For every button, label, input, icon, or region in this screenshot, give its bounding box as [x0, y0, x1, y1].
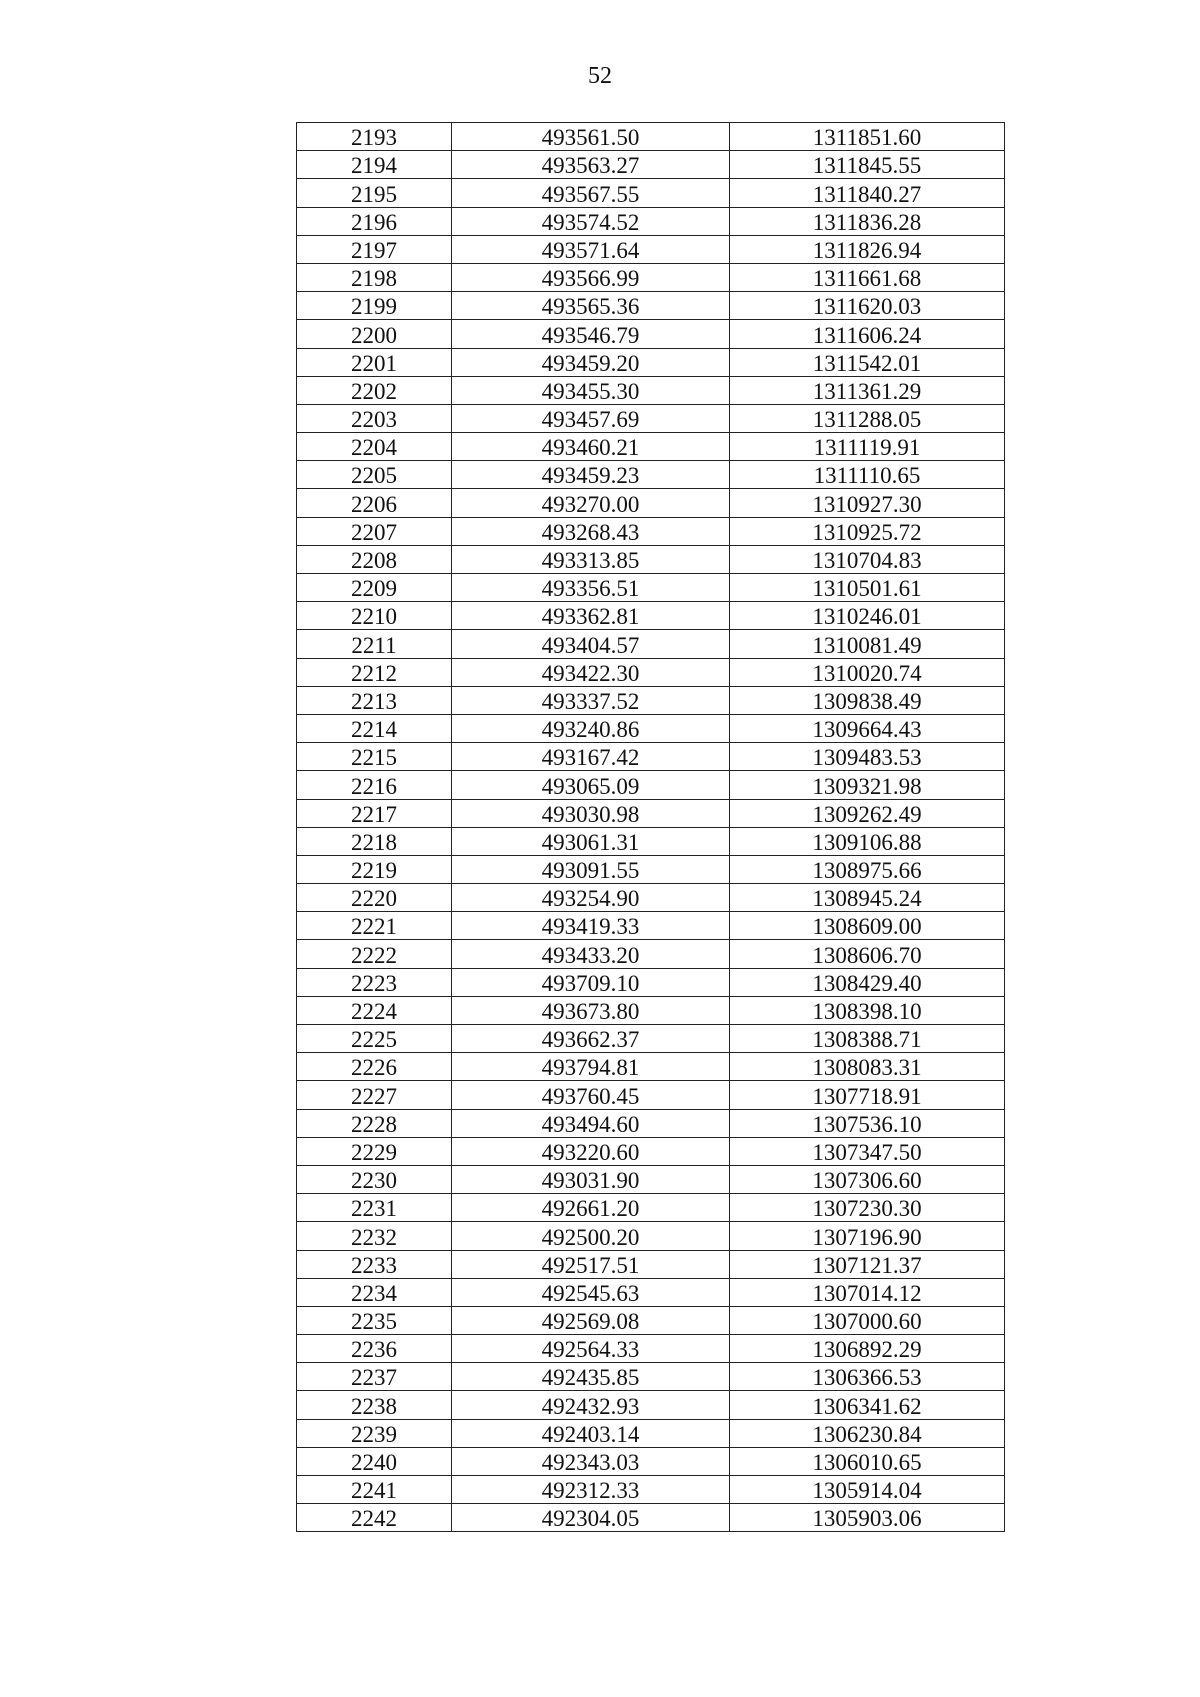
point-number-cell: 2233	[297, 1250, 452, 1278]
table-row	[297, 1476, 1005, 1504]
table-row	[297, 658, 1005, 686]
table-row	[297, 1081, 1005, 1109]
point-number-cell: 2197	[297, 235, 452, 263]
y-coordinate-cell: 1311606.24	[730, 320, 1005, 348]
x-coordinate-cell: 492500.20	[452, 1222, 730, 1250]
table-row	[297, 1222, 1005, 1250]
y-coordinate-cell: 1308398.10	[730, 996, 1005, 1024]
x-coordinate-cell: 493419.33	[452, 912, 730, 940]
y-coordinate-cell: 1309106.88	[730, 827, 1005, 855]
x-coordinate-cell: 493565.36	[452, 292, 730, 320]
point-number-cell: 2200	[297, 320, 452, 348]
point-number-cell: 2236	[297, 1335, 452, 1363]
table-row	[297, 123, 1005, 151]
point-number-cell: 2241	[297, 1476, 452, 1504]
table-row	[297, 884, 1005, 912]
x-coordinate-cell: 492564.33	[452, 1335, 730, 1363]
point-number-cell: 2220	[297, 884, 452, 912]
table-row	[297, 1165, 1005, 1193]
y-coordinate-cell: 1309321.98	[730, 771, 1005, 799]
point-number-cell: 2199	[297, 292, 452, 320]
point-number-cell: 2204	[297, 433, 452, 461]
y-coordinate-cell: 1306366.53	[730, 1363, 1005, 1391]
table-row	[297, 1278, 1005, 1306]
table-row	[297, 235, 1005, 263]
y-coordinate-cell: 1307000.60	[730, 1306, 1005, 1334]
table-row	[297, 630, 1005, 658]
point-number-cell: 2239	[297, 1419, 452, 1447]
y-coordinate-cell: 1310925.72	[730, 517, 1005, 545]
point-number-cell: 2214	[297, 714, 452, 742]
table-row	[297, 545, 1005, 573]
y-coordinate-cell: 1305914.04	[730, 1476, 1005, 1504]
x-coordinate-cell: 493254.90	[452, 884, 730, 912]
point-number-cell: 2216	[297, 771, 452, 799]
point-number-cell: 2231	[297, 1194, 452, 1222]
x-coordinate-cell: 493459.20	[452, 348, 730, 376]
point-number-cell: 2209	[297, 574, 452, 602]
y-coordinate-cell: 1307536.10	[730, 1109, 1005, 1137]
x-coordinate-cell: 493065.09	[452, 771, 730, 799]
table-row	[297, 1363, 1005, 1391]
table-row	[297, 940, 1005, 968]
y-coordinate-cell: 1306010.65	[730, 1447, 1005, 1475]
table-row	[297, 1109, 1005, 1137]
y-coordinate-cell: 1309664.43	[730, 714, 1005, 742]
x-coordinate-cell: 492403.14	[452, 1419, 730, 1447]
table-row	[297, 1504, 1005, 1532]
y-coordinate-cell: 1305903.06	[730, 1504, 1005, 1532]
point-number-cell: 2194	[297, 151, 452, 179]
x-coordinate-cell: 493571.64	[452, 235, 730, 263]
point-number-cell: 2218	[297, 827, 452, 855]
coordinates-table	[296, 122, 1005, 1532]
point-number-cell: 2230	[297, 1165, 452, 1193]
point-number-cell: 2227	[297, 1081, 452, 1109]
x-coordinate-cell: 493268.43	[452, 517, 730, 545]
y-coordinate-cell: 1308429.40	[730, 968, 1005, 996]
x-coordinate-cell: 493061.31	[452, 827, 730, 855]
y-coordinate-cell: 1311119.91	[730, 433, 1005, 461]
x-coordinate-cell: 493240.86	[452, 714, 730, 742]
table-row	[297, 827, 1005, 855]
table-row	[297, 574, 1005, 602]
x-coordinate-cell: 492432.93	[452, 1391, 730, 1419]
point-number-cell: 2205	[297, 461, 452, 489]
point-number-cell: 2208	[297, 545, 452, 573]
point-number-cell: 2213	[297, 686, 452, 714]
y-coordinate-cell: 1311661.68	[730, 263, 1005, 291]
coordinates-table-body	[297, 123, 1005, 1532]
x-coordinate-cell: 493457.69	[452, 404, 730, 432]
point-number-cell: 2217	[297, 799, 452, 827]
x-coordinate-cell: 493574.52	[452, 207, 730, 235]
y-coordinate-cell: 1308609.00	[730, 912, 1005, 940]
point-number-cell: 2211	[297, 630, 452, 658]
point-number-cell: 2223	[297, 968, 452, 996]
table-row	[297, 714, 1005, 742]
table-row	[297, 743, 1005, 771]
table-row	[297, 292, 1005, 320]
y-coordinate-cell: 1311542.01	[730, 348, 1005, 376]
x-coordinate-cell: 493433.20	[452, 940, 730, 968]
table-row	[297, 968, 1005, 996]
y-coordinate-cell: 1311851.60	[730, 123, 1005, 151]
point-number-cell: 2225	[297, 1025, 452, 1053]
point-number-cell: 2202	[297, 376, 452, 404]
y-coordinate-cell: 1310704.83	[730, 545, 1005, 573]
table-row	[297, 1025, 1005, 1053]
point-number-cell: 2198	[297, 263, 452, 291]
y-coordinate-cell: 1307347.50	[730, 1137, 1005, 1165]
y-coordinate-cell: 1306230.84	[730, 1419, 1005, 1447]
table-row	[297, 1447, 1005, 1475]
x-coordinate-cell: 493091.55	[452, 855, 730, 883]
point-number-cell: 2221	[297, 912, 452, 940]
x-coordinate-cell: 493220.60	[452, 1137, 730, 1165]
table-row	[297, 799, 1005, 827]
table-row	[297, 376, 1005, 404]
table-row	[297, 602, 1005, 630]
x-coordinate-cell: 493455.30	[452, 376, 730, 404]
x-coordinate-cell: 493709.10	[452, 968, 730, 996]
table-row	[297, 489, 1005, 517]
y-coordinate-cell: 1311840.27	[730, 179, 1005, 207]
table-row	[297, 404, 1005, 432]
point-number-cell: 2206	[297, 489, 452, 517]
x-coordinate-cell: 493794.81	[452, 1053, 730, 1081]
x-coordinate-cell: 493356.51	[452, 574, 730, 602]
point-number-cell: 2240	[297, 1447, 452, 1475]
point-number-cell: 2212	[297, 658, 452, 686]
point-number-cell: 2238	[297, 1391, 452, 1419]
x-coordinate-cell: 492435.85	[452, 1363, 730, 1391]
table-row	[297, 320, 1005, 348]
x-coordinate-cell: 493494.60	[452, 1109, 730, 1137]
y-coordinate-cell: 1311288.05	[730, 404, 1005, 432]
x-coordinate-cell: 492343.03	[452, 1447, 730, 1475]
table-row	[297, 433, 1005, 461]
table-row	[297, 207, 1005, 235]
table-row	[297, 179, 1005, 207]
point-number-cell: 2203	[297, 404, 452, 432]
table-row	[297, 151, 1005, 179]
y-coordinate-cell: 1310927.30	[730, 489, 1005, 517]
table-row	[297, 771, 1005, 799]
x-coordinate-cell: 493760.45	[452, 1081, 730, 1109]
y-coordinate-cell: 1308083.31	[730, 1053, 1005, 1081]
point-number-cell: 2242	[297, 1504, 452, 1532]
y-coordinate-cell: 1310246.01	[730, 602, 1005, 630]
point-number-cell: 2219	[297, 855, 452, 883]
point-number-cell: 2215	[297, 743, 452, 771]
point-number-cell: 2234	[297, 1278, 452, 1306]
y-coordinate-cell: 1308606.70	[730, 940, 1005, 968]
x-coordinate-cell: 493362.81	[452, 602, 730, 630]
point-number-cell: 2228	[297, 1109, 452, 1137]
table-row	[297, 1306, 1005, 1334]
table-row	[297, 263, 1005, 291]
y-coordinate-cell: 1309483.53	[730, 743, 1005, 771]
x-coordinate-cell: 493167.42	[452, 743, 730, 771]
x-coordinate-cell: 492304.05	[452, 1504, 730, 1532]
x-coordinate-cell: 493270.00	[452, 489, 730, 517]
y-coordinate-cell: 1311845.55	[730, 151, 1005, 179]
point-number-cell: 2201	[297, 348, 452, 376]
point-number-cell: 2237	[297, 1363, 452, 1391]
x-coordinate-cell: 492312.33	[452, 1476, 730, 1504]
y-coordinate-cell: 1309262.49	[730, 799, 1005, 827]
y-coordinate-cell: 1308945.24	[730, 884, 1005, 912]
x-coordinate-cell: 492661.20	[452, 1194, 730, 1222]
table-row	[297, 686, 1005, 714]
point-number-cell: 2224	[297, 996, 452, 1024]
point-number-cell: 2210	[297, 602, 452, 630]
point-number-cell: 2222	[297, 940, 452, 968]
y-coordinate-cell: 1307014.12	[730, 1278, 1005, 1306]
y-coordinate-cell: 1311620.03	[730, 292, 1005, 320]
x-coordinate-cell: 493313.85	[452, 545, 730, 573]
table-row	[297, 855, 1005, 883]
point-number-cell: 2232	[297, 1222, 452, 1250]
point-number-cell: 2196	[297, 207, 452, 235]
y-coordinate-cell: 1307306.60	[730, 1165, 1005, 1193]
table-row	[297, 912, 1005, 940]
x-coordinate-cell: 492569.08	[452, 1306, 730, 1334]
y-coordinate-cell: 1306892.29	[730, 1335, 1005, 1363]
x-coordinate-cell: 493673.80	[452, 996, 730, 1024]
table-row	[297, 1053, 1005, 1081]
x-coordinate-cell: 493460.21	[452, 433, 730, 461]
x-coordinate-cell: 493567.55	[452, 179, 730, 207]
point-number-cell: 2235	[297, 1306, 452, 1334]
x-coordinate-cell: 493662.37	[452, 1025, 730, 1053]
y-coordinate-cell: 1310501.61	[730, 574, 1005, 602]
x-coordinate-cell: 493422.30	[452, 658, 730, 686]
y-coordinate-cell: 1311826.94	[730, 235, 1005, 263]
table-row	[297, 1335, 1005, 1363]
x-coordinate-cell: 493404.57	[452, 630, 730, 658]
y-coordinate-cell: 1310081.49	[730, 630, 1005, 658]
x-coordinate-cell: 493561.50	[452, 123, 730, 151]
point-number-cell: 2229	[297, 1137, 452, 1165]
y-coordinate-cell: 1311110.65	[730, 461, 1005, 489]
y-coordinate-cell: 1309838.49	[730, 686, 1005, 714]
point-number-cell: 2193	[297, 123, 452, 151]
point-number-cell: 2207	[297, 517, 452, 545]
table-row	[297, 1250, 1005, 1278]
x-coordinate-cell: 493563.27	[452, 151, 730, 179]
table-row	[297, 1137, 1005, 1165]
y-coordinate-cell: 1310020.74	[730, 658, 1005, 686]
y-coordinate-cell: 1307196.90	[730, 1222, 1005, 1250]
x-coordinate-cell: 493566.99	[452, 263, 730, 291]
table-row	[297, 1194, 1005, 1222]
y-coordinate-cell: 1307230.30	[730, 1194, 1005, 1222]
x-coordinate-cell: 493459.23	[452, 461, 730, 489]
y-coordinate-cell: 1311836.28	[730, 207, 1005, 235]
table-row	[297, 348, 1005, 376]
point-number-cell: 2226	[297, 1053, 452, 1081]
x-coordinate-cell: 492545.63	[452, 1278, 730, 1306]
table-row	[297, 517, 1005, 545]
x-coordinate-cell: 493546.79	[452, 320, 730, 348]
point-number-cell: 2195	[297, 179, 452, 207]
y-coordinate-cell: 1307718.91	[730, 1081, 1005, 1109]
x-coordinate-cell: 492517.51	[452, 1250, 730, 1278]
x-coordinate-cell: 493031.90	[452, 1165, 730, 1193]
table-row	[297, 1419, 1005, 1447]
table-row	[297, 461, 1005, 489]
y-coordinate-cell: 1308975.66	[730, 855, 1005, 883]
y-coordinate-cell: 1306341.62	[730, 1391, 1005, 1419]
page-number: 52	[588, 63, 612, 89]
x-coordinate-cell: 493337.52	[452, 686, 730, 714]
table-row	[297, 1391, 1005, 1419]
y-coordinate-cell: 1308388.71	[730, 1025, 1005, 1053]
table-row	[297, 996, 1005, 1024]
y-coordinate-cell: 1311361.29	[730, 376, 1005, 404]
y-coordinate-cell: 1307121.37	[730, 1250, 1005, 1278]
x-coordinate-cell: 493030.98	[452, 799, 730, 827]
